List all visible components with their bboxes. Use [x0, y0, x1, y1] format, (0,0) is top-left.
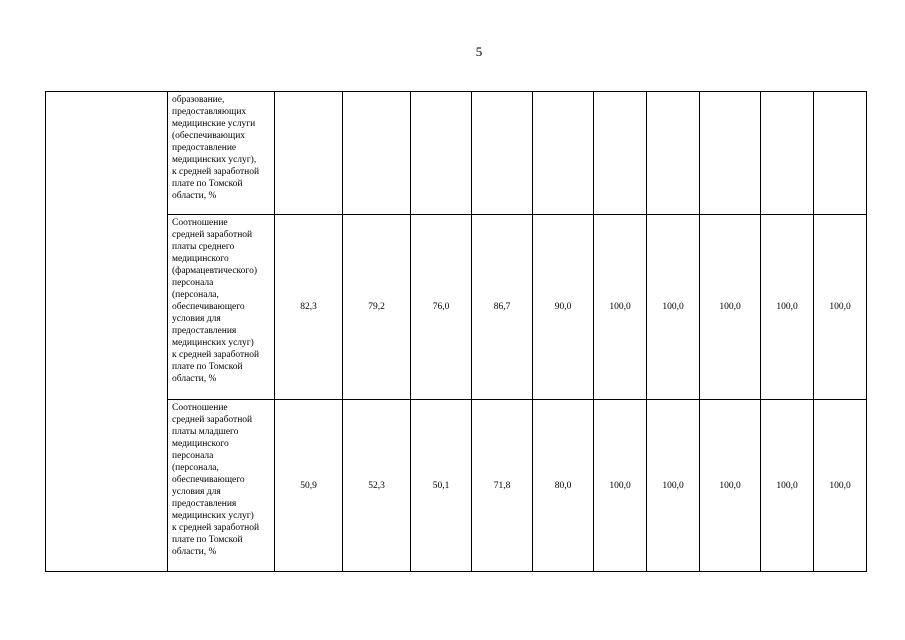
- indicator-label-cell: [168, 400, 275, 572]
- indicator-label-line: медицинских услуг),: [172, 155, 257, 165]
- indicator-label-line: медицинского: [172, 254, 229, 264]
- indicator-label-line: условия для: [172, 314, 221, 324]
- indicator-label-line: области, %: [172, 547, 217, 557]
- indicator-label-line: медицинских услуг): [172, 338, 254, 348]
- indicator-table: [45, 91, 867, 572]
- indicator-label-line: платы среднего: [172, 242, 235, 252]
- indicator-label-line: (персонала,: [172, 290, 219, 300]
- indicator-label-line: медицинские услуги: [172, 119, 256, 129]
- indicator-label-line: персонала: [172, 278, 214, 288]
- value-cell: [594, 92, 647, 215]
- value-cell: [472, 92, 533, 215]
- value-cell: 100,0: [761, 400, 814, 572]
- indicator-label-line: условия для: [172, 487, 221, 497]
- indicator-label-line: (персонала,: [172, 463, 219, 473]
- indicator-label-line: персонала: [172, 451, 214, 461]
- indicator-label-line: предоставляющих: [172, 107, 247, 117]
- table-body: [46, 92, 867, 572]
- value-cell: 100,0: [594, 400, 647, 572]
- indicator-label-line: плате по Томской: [172, 179, 243, 189]
- indicator-label-line: области, %: [172, 191, 217, 201]
- value-cell: 82,3: [275, 215, 343, 400]
- value-cell: [761, 92, 814, 215]
- value-cell: [647, 92, 700, 215]
- value-cell: [814, 92, 867, 215]
- value-cell: [533, 92, 594, 215]
- indicator-label-line: к средней заработной: [172, 523, 260, 533]
- value-cell: 100,0: [814, 215, 867, 400]
- value-cell: [275, 92, 343, 215]
- indicator-label-line: средней заработной: [172, 230, 253, 240]
- value-cell: 90,0: [533, 215, 594, 400]
- value-cell: [343, 92, 411, 215]
- indicator-label-line: Соотношение: [172, 218, 228, 228]
- value-cell: [700, 92, 761, 215]
- indicator-label-line: медицинского: [172, 439, 229, 449]
- value-cell: 100,0: [647, 215, 700, 400]
- indicator-label-line: обеспечивающего: [172, 302, 245, 312]
- value-cell: 86,7: [472, 215, 533, 400]
- indicator-label-cell: [168, 92, 275, 215]
- value-cell: [411, 92, 472, 215]
- indicator-label-line: обеспечивающего: [172, 475, 245, 485]
- value-cell: 79,2: [343, 215, 411, 400]
- merged-first-column-cell: [46, 92, 168, 572]
- value-cell: 76,0: [411, 215, 472, 400]
- indicator-label-line: предоставления: [172, 499, 237, 509]
- value-cell: 100,0: [700, 400, 761, 572]
- value-cell: 50,9: [275, 400, 343, 572]
- value-cell: 100,0: [647, 400, 700, 572]
- indicator-label-cell: [168, 215, 275, 400]
- page-number: 5: [475, 44, 483, 59]
- table-row: [46, 400, 867, 572]
- value-cell: 80,0: [533, 400, 594, 572]
- value-cell: 100,0: [594, 215, 647, 400]
- value-cell: 50,1: [411, 400, 472, 572]
- indicator-label-line: (обеспечивающих: [172, 131, 246, 141]
- indicator-label-line: к средней заработной: [172, 350, 260, 360]
- value-cell: 100,0: [700, 215, 761, 400]
- indicator-label-line: образование,: [172, 95, 225, 105]
- table-row: [46, 215, 867, 400]
- indicator-label-line: плате по Томской: [172, 362, 243, 372]
- indicator-label-line: средней заработной: [172, 415, 253, 425]
- indicator-label-line: плате по Томской: [172, 535, 243, 545]
- indicator-label-line: к средней заработной: [172, 167, 260, 177]
- value-cell: 100,0: [761, 215, 814, 400]
- indicator-label-line: области, %: [172, 374, 217, 384]
- indicator-label-line: медицинских услуг): [172, 511, 254, 521]
- indicator-label-line: платы младшего: [172, 427, 239, 437]
- indicator-label-line: предоставление: [172, 143, 237, 153]
- value-cell: 71,8: [472, 400, 533, 572]
- value-cell: 100,0: [814, 400, 867, 572]
- indicator-label-line: (фармацевтического): [172, 266, 257, 276]
- indicator-label-line: Соотношение: [172, 403, 228, 413]
- indicator-label-line: предоставления: [172, 326, 237, 336]
- table-row: [46, 92, 867, 215]
- value-cell: 52,3: [343, 400, 411, 572]
